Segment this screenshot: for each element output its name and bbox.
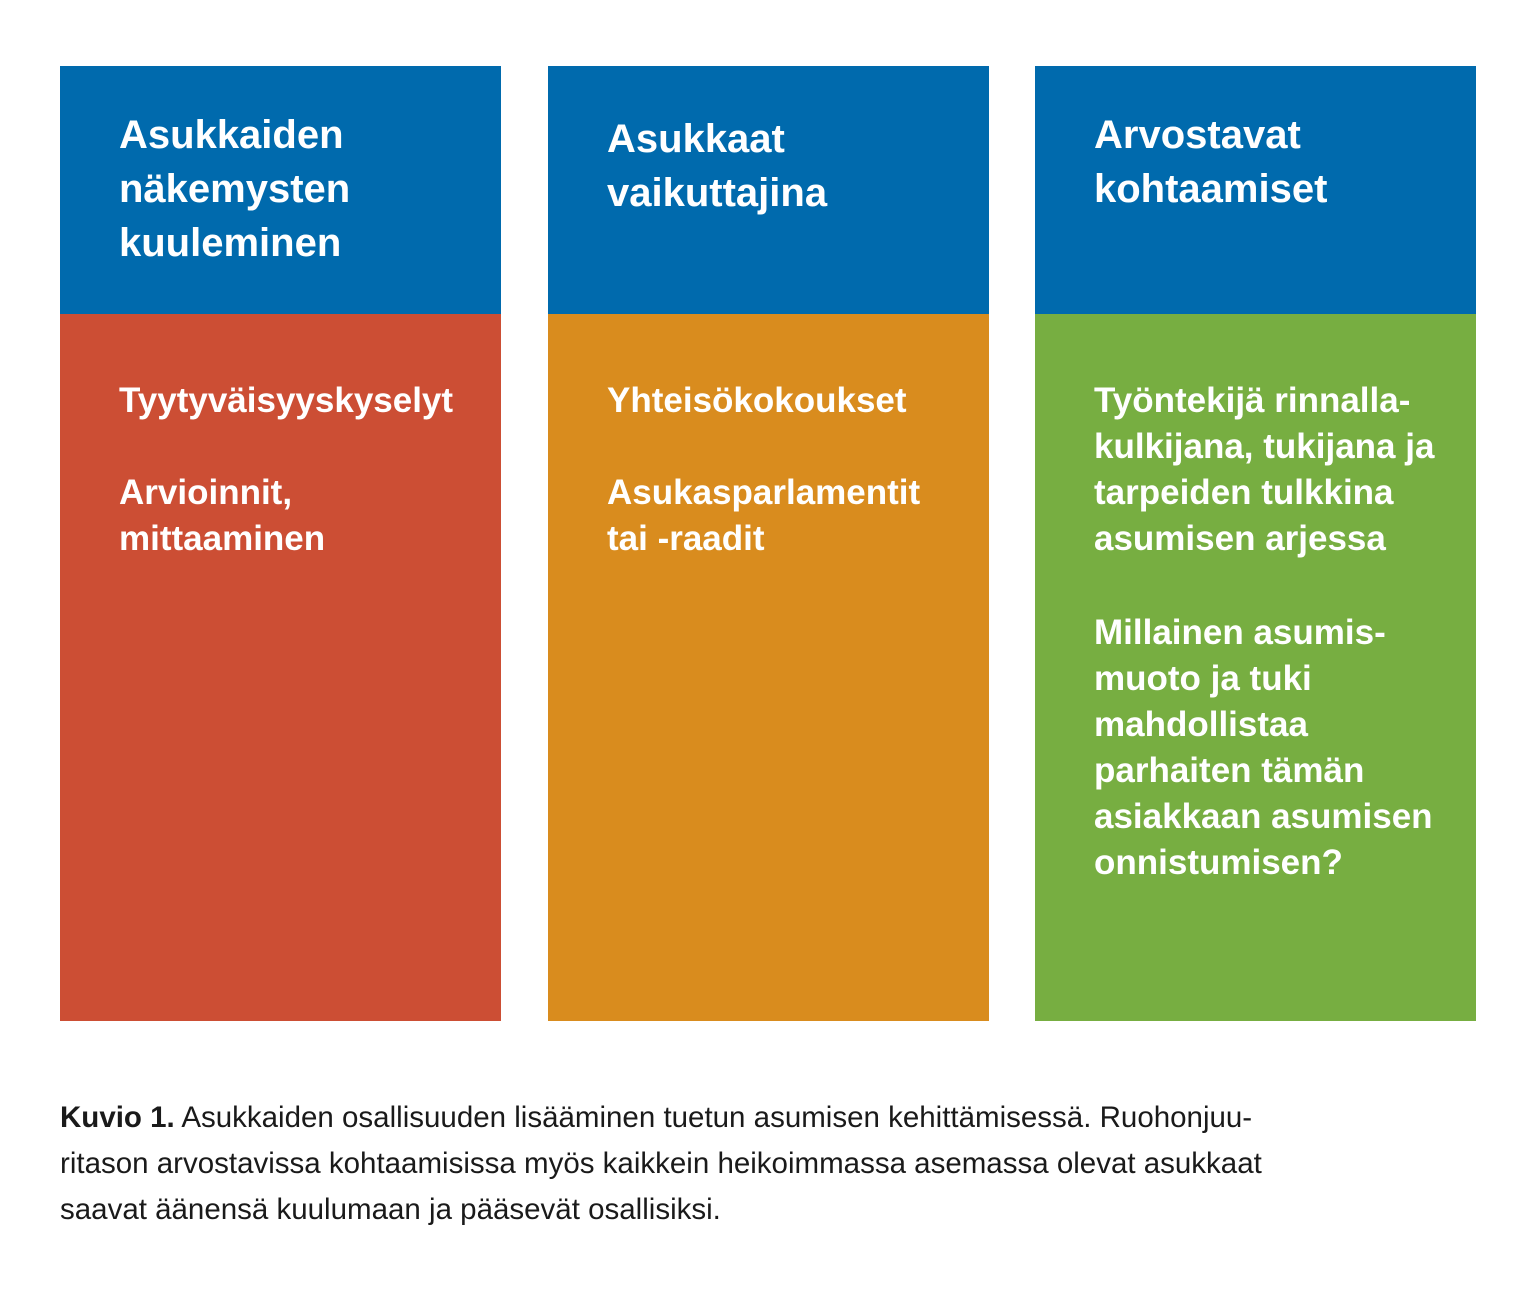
column-body: [548, 314, 989, 1021]
column-body: [1035, 314, 1476, 1021]
column-residents-influencers: [548, 66, 989, 1021]
column-item: Työntekijä rinnalla- kulkijana, tukijana ja tarpeiden tulkkina asumisen arjessa: [1094, 381, 1435, 558]
caption-label: Kuvio 1.: [60, 1101, 175, 1134]
column-item: Asukasparlamentit tai -raadit: [607, 473, 921, 558]
column-item: Millainen asumis- muoto ja tuki mahdollistaa parhaiten tämän asiakkaan asumisen onnistumisen?: [1094, 613, 1433, 882]
column-body: [60, 314, 501, 1021]
caption-text: Asukkaiden osallisuuden lisääminen tuetun asumisen kehittämisessä. Ruohonjuu- ritason arvostavissa kohtaamisissa myös kaikkein heikoimmassa asemassa olevat asukkaat saavat äänensä kuulumaan ja pääsevät osallisiksi.: [60, 1101, 1262, 1226]
column-residents-views: [60, 66, 501, 1021]
column-title: Arvostavat kohtaamiset: [1094, 113, 1328, 211]
column-title: Asukkaat vaikuttajina: [607, 117, 828, 215]
column-header: [548, 66, 989, 314]
column-header: [1035, 66, 1476, 314]
column-title: Asukkaiden näkemysten kuuleminen: [119, 113, 351, 265]
column-item: Yhteisökokoukset: [607, 381, 907, 420]
figure-caption: [60, 1095, 1490, 1233]
column-item: Tyytyväisyyskyselyt: [119, 381, 454, 420]
column-header: [60, 66, 501, 314]
column-appreciative-encounters: [1035, 66, 1476, 1021]
column-item: Arvioinnit, mittaaminen: [119, 473, 326, 558]
